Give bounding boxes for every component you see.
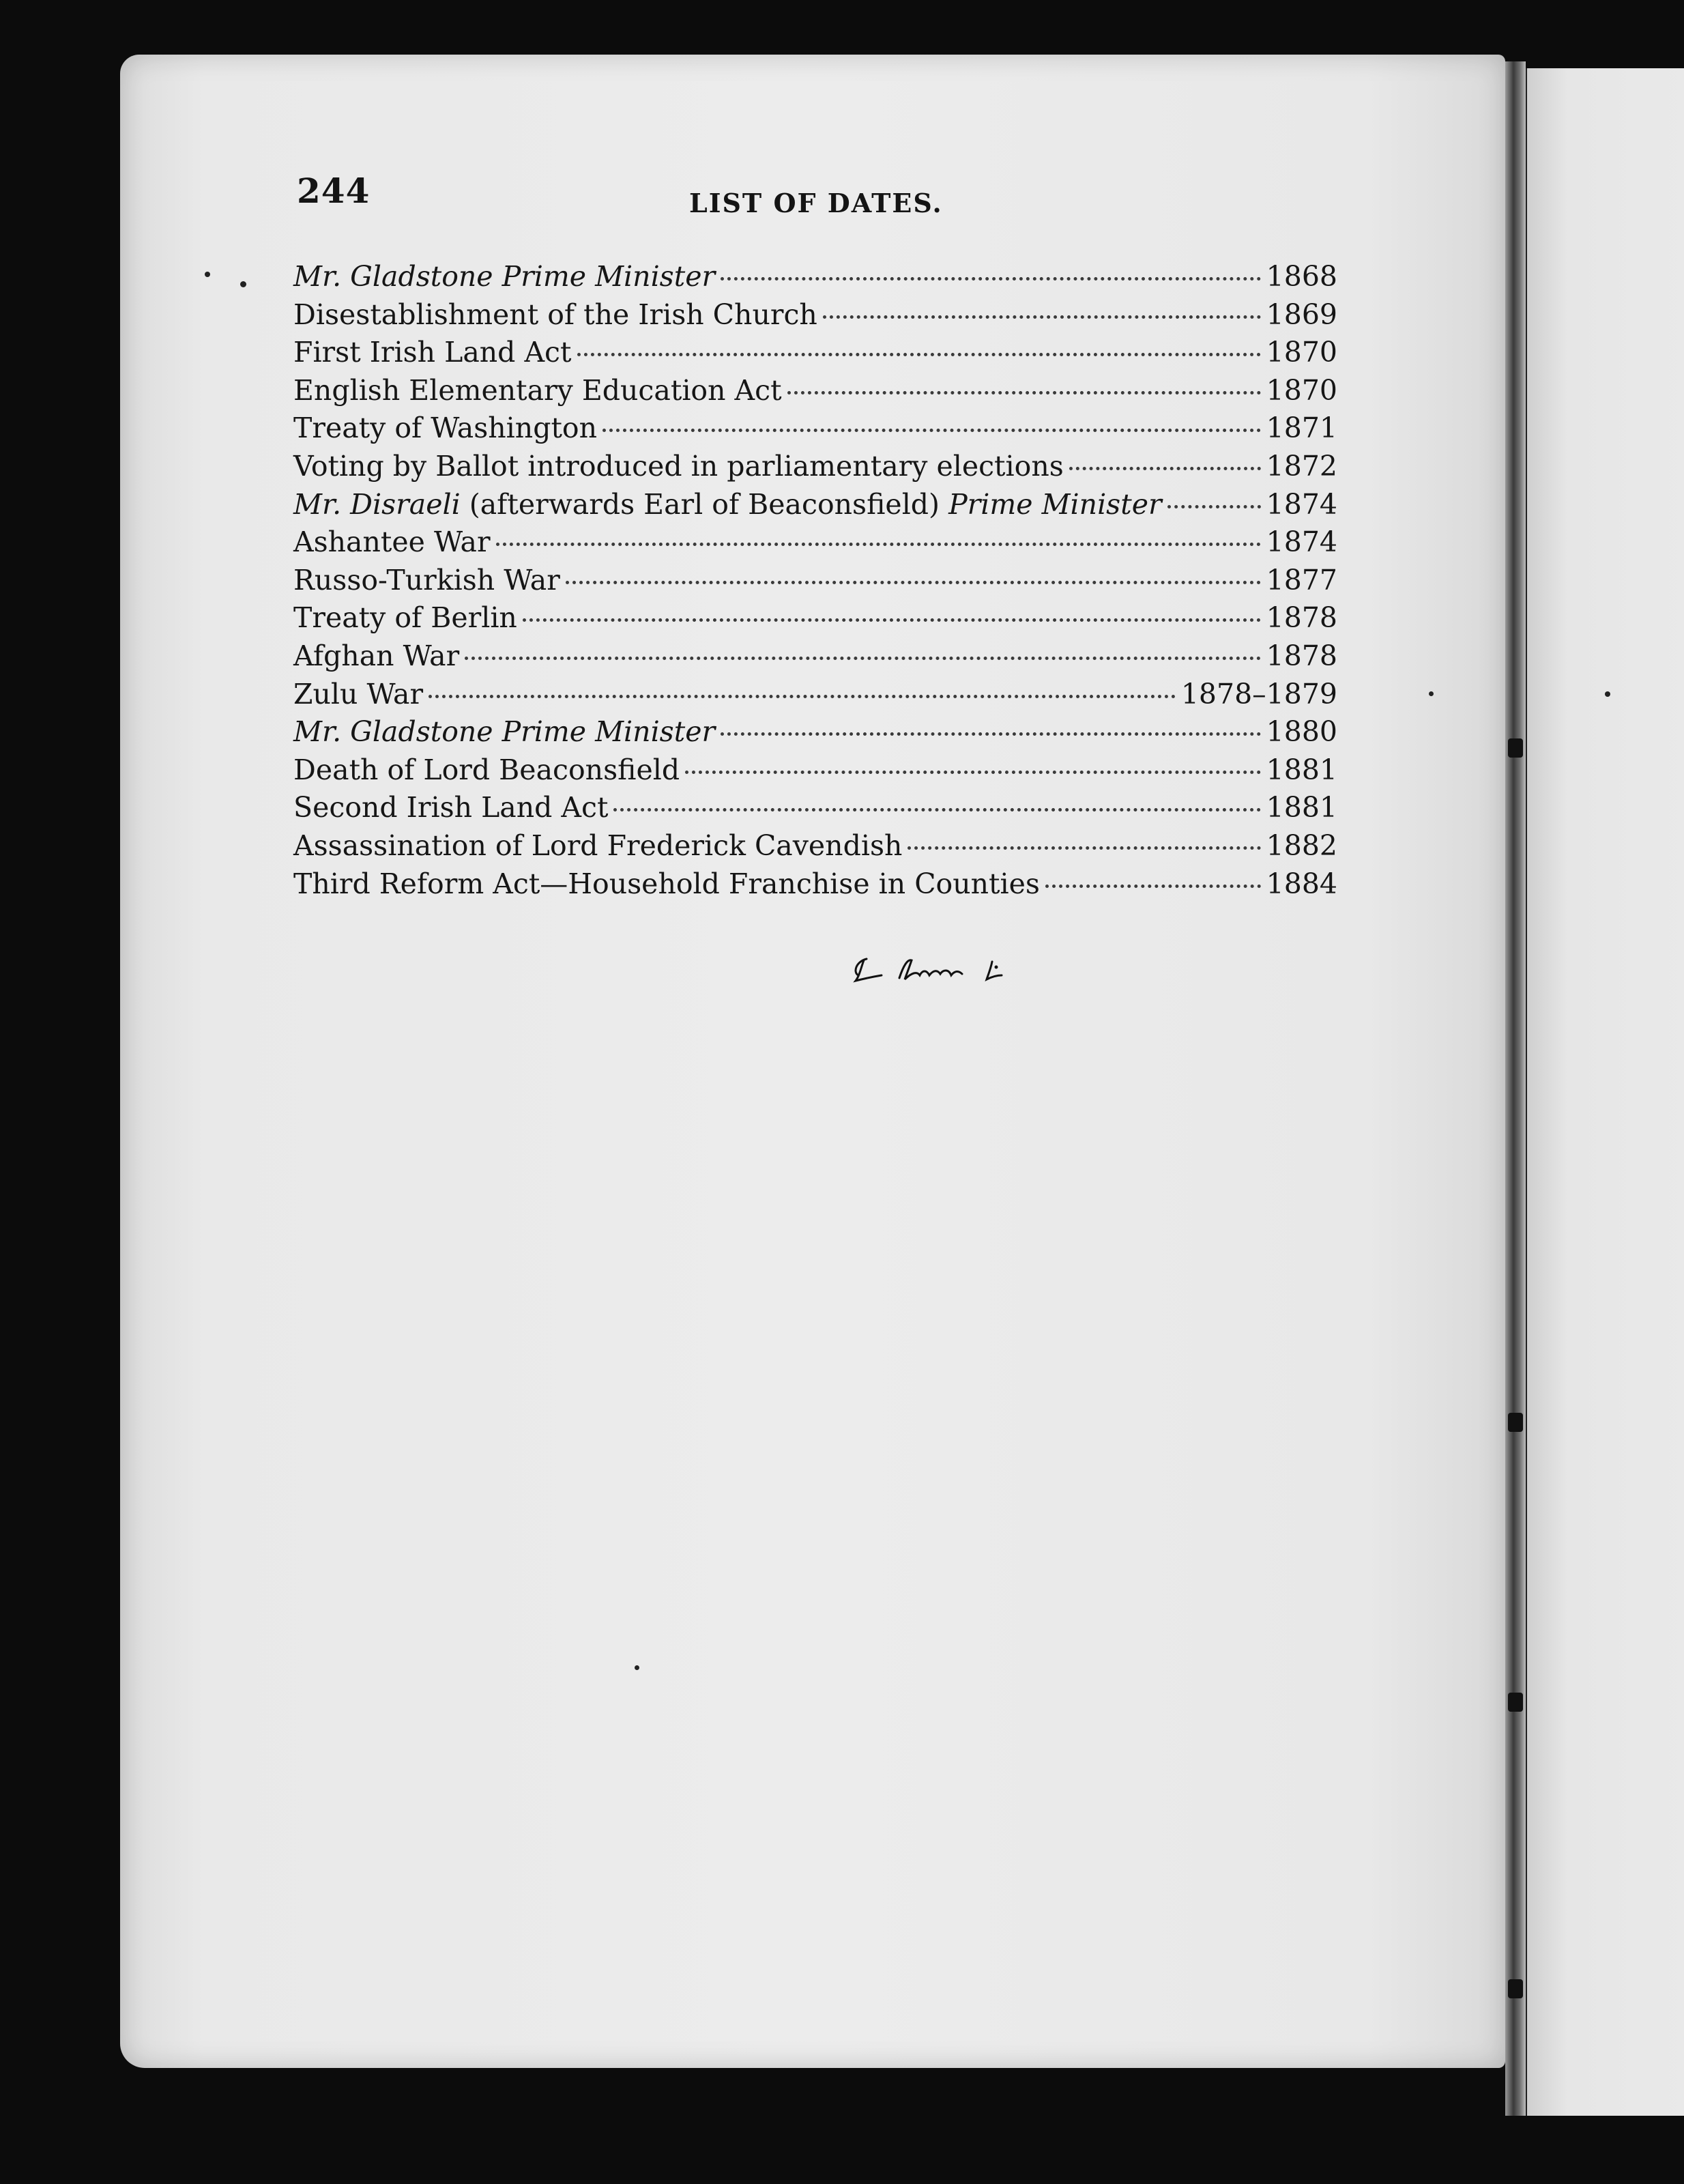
scan-speck (1429, 691, 1434, 696)
running-title: LIST OF DATES. (689, 188, 943, 218)
entry-event: Treaty of Berlin (293, 601, 517, 635)
dot-leader (613, 807, 1260, 811)
entry-year: 1881 (1266, 753, 1337, 786)
entry-event: Afghan War (293, 639, 460, 672)
date-entry (293, 372, 1337, 410)
binding-mark (1508, 1693, 1523, 1712)
date-entry (293, 410, 1337, 448)
entry-year: 1868 (1266, 260, 1337, 293)
dot-leader (566, 580, 1261, 584)
date-entry (293, 258, 1337, 296)
entry-year: 1880 (1266, 715, 1337, 749)
dot-leader (603, 428, 1261, 432)
date-entry (293, 599, 1337, 637)
scan-speck (1605, 691, 1610, 697)
entry-year: 1878–1879 (1180, 677, 1337, 710)
dot-leader (908, 846, 1260, 850)
dot-leader (523, 618, 1261, 622)
dot-leader (823, 315, 1261, 319)
entry-event: English Elementary Education Act (293, 373, 782, 407)
facing-page-edge (1523, 68, 1684, 2116)
date-entry (293, 523, 1337, 562)
entry-event: First Irish Land Act (293, 336, 572, 369)
entry-year: 1871 (1266, 412, 1337, 445)
entry-year: 1870 (1266, 336, 1337, 369)
entry-year: 1878 (1266, 601, 1337, 635)
dot-leader (465, 656, 1260, 660)
entry-year: 1874 (1266, 487, 1337, 521)
entry-year: 1878 (1266, 639, 1337, 672)
dot-leader (721, 732, 1261, 736)
date-entry (293, 713, 1337, 751)
scan-speck (240, 281, 246, 287)
dot-leader (787, 390, 1261, 394)
dot-leader (577, 352, 1261, 356)
scan-speck (205, 272, 210, 277)
entry-event: Mr. Disraeli (afterwards Earl of Beaconsfield) Prime Minister (293, 487, 1162, 521)
entry-event: Treaty of Washington (293, 412, 598, 445)
dot-leader (496, 542, 1261, 546)
binding-mark (1508, 1979, 1523, 1998)
date-entry (293, 789, 1337, 827)
date-entry (293, 676, 1337, 714)
entry-event: Mr. Gladstone Prime Minister (293, 715, 716, 749)
dot-leader (685, 770, 1261, 774)
entry-year: 1881 (1266, 791, 1337, 824)
entry-year: 1872 (1266, 449, 1337, 483)
list-of-dates (293, 258, 1337, 903)
date-entry (293, 562, 1337, 600)
date-entry (293, 637, 1337, 676)
page-number: 244 (297, 171, 371, 211)
entry-year: 1882 (1266, 829, 1337, 862)
date-entry (293, 865, 1337, 904)
dot-leader (1167, 504, 1261, 508)
scan-speck (635, 1665, 639, 1670)
entry-year: 1874 (1266, 526, 1337, 559)
dot-leader (721, 276, 1261, 281)
book-gutter (1505, 61, 1526, 2116)
entry-event: Mr. Gladstone Prime Minister (293, 260, 716, 293)
entry-event: Ashantee War (293, 526, 491, 559)
dot-leader (429, 694, 1176, 698)
binding-mark (1508, 1413, 1523, 1432)
handwritten-signature (846, 952, 1051, 986)
entry-year: 1870 (1266, 373, 1337, 407)
entry-event: Second Irish Land Act (293, 791, 609, 824)
date-entry (293, 827, 1337, 865)
binding-mark (1508, 738, 1523, 758)
date-entry (293, 296, 1337, 334)
entry-year: 1877 (1266, 563, 1337, 597)
entry-year: 1869 (1266, 298, 1337, 331)
entry-year: 1884 (1266, 867, 1337, 900)
dot-leader (1069, 466, 1261, 470)
date-entry (293, 334, 1337, 372)
dot-leader (1045, 884, 1261, 888)
date-entry (293, 751, 1337, 790)
date-entry (293, 448, 1337, 486)
entry-event: Death of Lord Beaconsfield (293, 753, 680, 786)
entry-event: Disestablishment of the Irish Church (293, 298, 817, 331)
entry-event: Zulu War (293, 677, 424, 710)
entry-event: Voting by Ballot introduced in parliamentary elections (293, 449, 1064, 483)
entry-event: Third Reform Act—Household Franchise in Counties (293, 867, 1040, 900)
date-entry (293, 486, 1337, 524)
entry-event: Russo-Turkish War (293, 563, 560, 597)
entry-event: Assassination of Lord Frederick Cavendish (293, 829, 903, 862)
